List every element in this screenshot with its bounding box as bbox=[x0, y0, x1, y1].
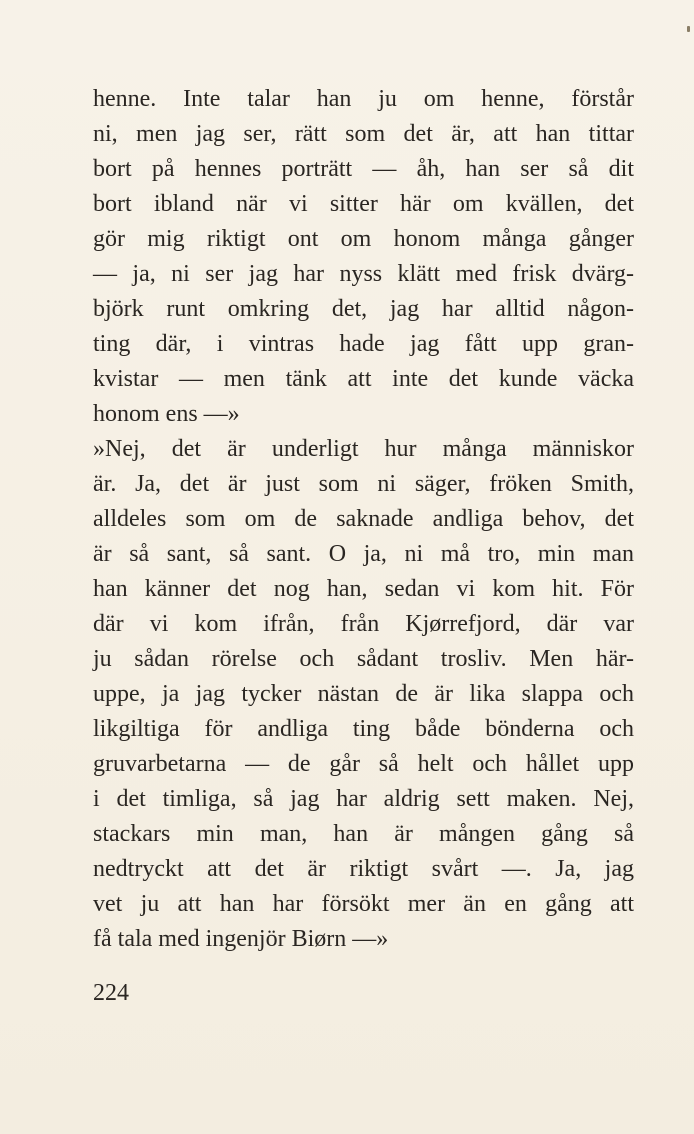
text-line: — ja, ni ser jag har nyss klätt med frisk dvärg- bbox=[93, 261, 634, 287]
text-line: stackars min man, han är mången gång så bbox=[93, 821, 634, 847]
paragraph-2 bbox=[93, 432, 634, 957]
page-number: 224 bbox=[93, 980, 129, 1006]
text-line: gruvarbetarna — de går så helt och hållet upp bbox=[93, 751, 634, 777]
text-line: likgiltiga för andliga ting både bönderna och bbox=[93, 716, 634, 742]
text-line: ju sådan rörelse och sådant trosliv. Men här- bbox=[93, 646, 634, 672]
text-line: ting där, i vintras hade jag fått upp gran- bbox=[93, 331, 634, 357]
page-speck bbox=[687, 26, 690, 32]
paragraph-1 bbox=[93, 82, 634, 432]
text-line: i det timliga, så jag har aldrig sett maken. Nej, bbox=[93, 786, 634, 812]
text-line: björk runt omkring det, jag har alltid någon- bbox=[93, 296, 634, 322]
text-line: bort ibland när vi sitter här om kvällen, det bbox=[93, 191, 634, 217]
text-line: bort på hennes porträtt — åh, han ser så dit bbox=[93, 156, 634, 182]
text-line: »Nej, det är underligt hur många människor bbox=[93, 436, 634, 462]
text-line: han känner det nog han, sedan vi kom hit. För bbox=[93, 576, 634, 602]
text-line: kvistar — men tänk att inte det kunde väcka bbox=[93, 366, 634, 392]
text-line: få tala med ingenjör Biørn —» bbox=[93, 926, 389, 952]
text-line: henne. Inte talar han ju om henne, förstår bbox=[93, 86, 634, 112]
text-line: honom ens —» bbox=[93, 401, 240, 427]
text-line: är. Ja, det är just som ni säger, fröken Smith, bbox=[93, 471, 634, 497]
text-line: nedtryckt att det är riktigt svårt —. Ja, jag bbox=[93, 856, 634, 882]
text-line: är så sant, så sant. O ja, ni må tro, min man bbox=[93, 541, 634, 567]
text-line: där vi kom ifrån, från Kjørrefjord, där var bbox=[93, 611, 634, 637]
text-line: ni, men jag ser, rätt som det är, att han tittar bbox=[93, 121, 634, 147]
text-line: alldeles som om de saknade andliga behov, det bbox=[93, 506, 634, 532]
text-line: uppe, ja jag tycker nästan de är lika slappa och bbox=[93, 681, 634, 707]
text-line: vet ju att han har försökt mer än en gång att bbox=[93, 891, 634, 917]
text-line: gör mig riktigt ont om honom många gånger bbox=[93, 226, 634, 252]
